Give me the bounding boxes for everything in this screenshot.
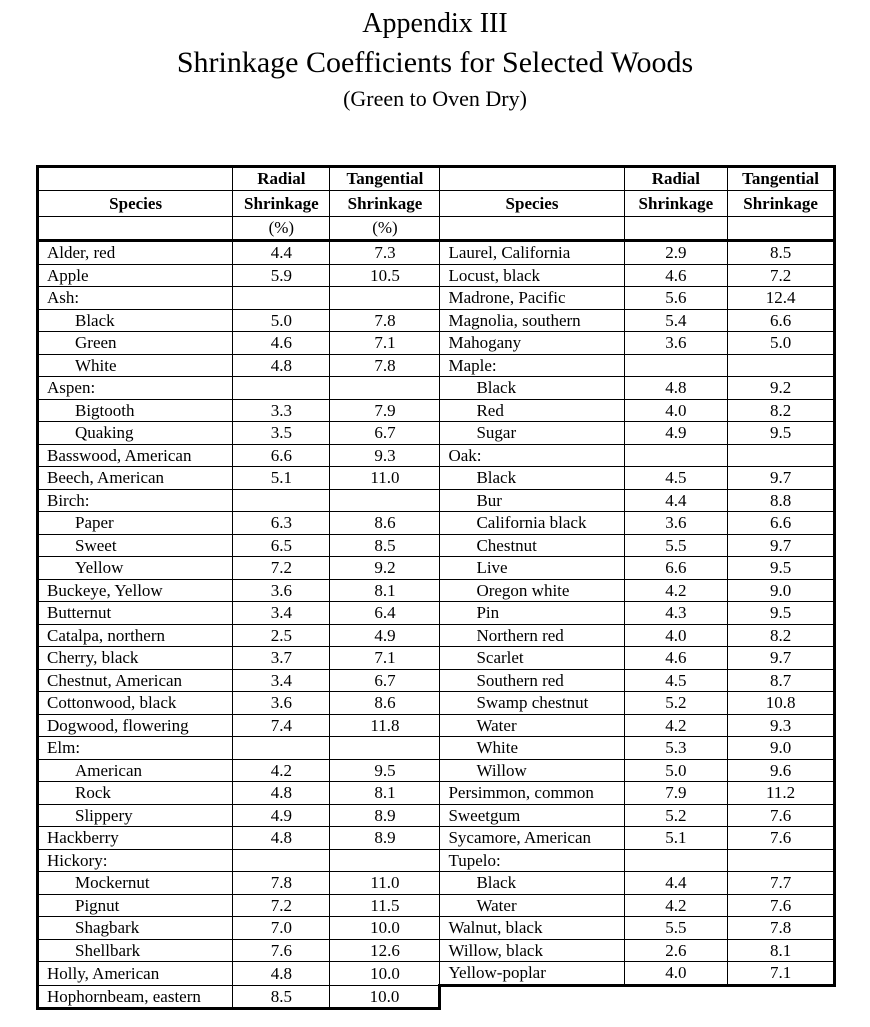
species-cell: Bigtooth	[38, 399, 233, 422]
tangential-value	[728, 849, 835, 872]
radial-value: 5.5	[624, 534, 728, 557]
species-cell: Bur	[440, 489, 624, 512]
species-cell: Sweet	[38, 534, 233, 557]
document-subtitle: (Green to Oven Dry)	[343, 86, 527, 111]
radial-value: 8.5	[233, 985, 330, 1009]
radial-value: 4.8	[233, 962, 330, 986]
header-cell-shrinkage: Shrinkage	[330, 191, 440, 217]
radial-value	[233, 737, 330, 760]
tangential-value: 8.1	[330, 782, 440, 805]
tangential-value: 4.9	[330, 624, 440, 647]
species-cell: Dogwood, flowering	[38, 714, 233, 737]
species-cell: Cherry, black	[38, 647, 233, 670]
tangential-value: 9.7	[728, 647, 835, 670]
species-cell: Cottonwood, black	[38, 692, 233, 715]
species-cell: Northern red	[440, 624, 624, 647]
table-row	[38, 962, 835, 986]
tangential-value: 9.2	[330, 557, 440, 580]
radial-value: 3.4	[233, 602, 330, 625]
tangential-value	[330, 287, 440, 310]
header-cell-radial: Radial	[233, 167, 330, 191]
species-cell: Tupelo:	[440, 849, 624, 872]
radial-value: 4.0	[624, 399, 728, 422]
species-cell: Hickory:	[38, 849, 233, 872]
radial-value: 6.3	[233, 512, 330, 535]
table-row	[38, 894, 835, 917]
table-row	[38, 692, 835, 715]
tangential-value: 7.7	[728, 872, 835, 895]
document-title: Shrinkage Coefficients for Selected Woods	[176, 46, 694, 79]
radial-value	[233, 849, 330, 872]
radial-value: 3.6	[233, 579, 330, 602]
table-header	[38, 167, 835, 241]
radial-value: 5.2	[624, 692, 728, 715]
table-row	[38, 827, 835, 850]
radial-value: 7.0	[233, 917, 330, 940]
radial-value: 3.6	[624, 332, 728, 355]
tangential-value: 9.5	[728, 422, 835, 445]
tangential-value: 10.0	[330, 917, 440, 940]
radial-value: 4.0	[624, 624, 728, 647]
tangential-value: 10.8	[728, 692, 835, 715]
header-row	[38, 191, 835, 217]
header-cell	[38, 217, 233, 241]
radial-value: 5.0	[624, 759, 728, 782]
table-body	[38, 241, 835, 1009]
species-cell: Black	[440, 872, 624, 895]
tangential-value: 9.5	[330, 759, 440, 782]
tangential-value: 9.5	[728, 602, 835, 625]
tangential-value: 8.6	[330, 692, 440, 715]
table-row	[38, 512, 835, 535]
header-cell-percent: (%)	[330, 217, 440, 241]
radial-value	[233, 489, 330, 512]
header-row-units	[38, 217, 835, 241]
table-row	[38, 759, 835, 782]
radial-value: 6.6	[624, 557, 728, 580]
radial-value	[233, 287, 330, 310]
radial-value: 7.9	[624, 782, 728, 805]
tangential-value: 11.0	[330, 467, 440, 490]
tangential-value: 6.6	[728, 512, 835, 535]
radial-value: 5.4	[624, 309, 728, 332]
header-cell-radial: Radial	[624, 167, 728, 191]
radial-value	[624, 354, 728, 377]
table-row	[38, 332, 835, 355]
title-block	[0, 6, 870, 114]
tangential-value: 6.6	[728, 309, 835, 332]
table-row	[38, 377, 835, 400]
header-cell-shrinkage: Shrinkage	[728, 191, 835, 217]
radial-value: 2.9	[624, 241, 728, 265]
radial-value: 4.6	[624, 264, 728, 287]
species-cell: Basswood, American	[38, 444, 233, 467]
radial-value: 2.6	[624, 939, 728, 962]
tangential-value: 8.9	[330, 804, 440, 827]
radial-value: 4.9	[624, 422, 728, 445]
radial-value: 5.5	[624, 917, 728, 940]
radial-value: 7.4	[233, 714, 330, 737]
species-cell: Magnolia, southern	[440, 309, 624, 332]
table-row	[38, 422, 835, 445]
radial-value: 4.0	[624, 962, 728, 986]
species-cell: Mockernut	[38, 872, 233, 895]
radial-value	[233, 377, 330, 400]
species-cell: Yellow	[38, 557, 233, 580]
table-row	[38, 354, 835, 377]
table-row	[38, 489, 835, 512]
species-cell: Willow, black	[440, 939, 624, 962]
radial-value: 5.2	[624, 804, 728, 827]
species-cell: Elm:	[38, 737, 233, 760]
species-cell: White	[38, 354, 233, 377]
tangential-value: 9.3	[728, 714, 835, 737]
species-cell: Ash:	[38, 287, 233, 310]
table-row	[38, 624, 835, 647]
table-row	[38, 579, 835, 602]
radial-value: 4.8	[233, 782, 330, 805]
species-cell: Green	[38, 332, 233, 355]
tangential-value: 7.6	[728, 804, 835, 827]
tangential-value: 8.5	[728, 241, 835, 265]
header-cell-shrinkage: Shrinkage	[624, 191, 728, 217]
radial-value: 7.2	[233, 894, 330, 917]
species-cell: Sweetgum	[440, 804, 624, 827]
tangential-value: 7.1	[330, 332, 440, 355]
radial-value: 2.5	[233, 624, 330, 647]
table-row	[38, 309, 835, 332]
tangential-value: 7.8	[728, 917, 835, 940]
species-cell: Mahogany	[440, 332, 624, 355]
radial-value: 5.6	[624, 287, 728, 310]
tangential-value: 11.0	[330, 872, 440, 895]
species-cell: Oak:	[440, 444, 624, 467]
radial-value: 3.6	[624, 512, 728, 535]
tangential-value: 12.6	[330, 939, 440, 962]
species-cell: Oregon white	[440, 579, 624, 602]
species-cell: Willow	[440, 759, 624, 782]
header-cell-tangential: Tangential	[728, 167, 835, 191]
species-cell: Aspen:	[38, 377, 233, 400]
tangential-value: 8.2	[728, 624, 835, 647]
table-row	[38, 804, 835, 827]
species-cell: Pin	[440, 602, 624, 625]
tangential-value: 9.7	[728, 467, 835, 490]
table-row	[38, 557, 835, 580]
radial-value: 4.8	[233, 827, 330, 850]
tangential-value: 7.8	[330, 354, 440, 377]
header-cell	[624, 217, 728, 241]
tangential-value: 6.4	[330, 602, 440, 625]
species-cell: Locust, black	[440, 264, 624, 287]
tangential-value: 9.0	[728, 737, 835, 760]
header-cell-tangential: Tangential	[330, 167, 440, 191]
species-cell: Laurel, California	[440, 241, 624, 265]
table-row	[38, 782, 835, 805]
tangential-value: 6.7	[330, 422, 440, 445]
radial-value: 4.9	[233, 804, 330, 827]
radial-value: 5.1	[233, 467, 330, 490]
species-cell: Persimmon, common	[440, 782, 624, 805]
species-cell: Pignut	[38, 894, 233, 917]
tangential-value: 9.3	[330, 444, 440, 467]
table-row	[38, 444, 835, 467]
tangential-value: 11.5	[330, 894, 440, 917]
tangential-value: 5.0	[728, 332, 835, 355]
tangential-value: 7.6	[728, 894, 835, 917]
radial-value: 4.2	[624, 714, 728, 737]
species-cell: Catalpa, northern	[38, 624, 233, 647]
radial-value: 7.6	[233, 939, 330, 962]
header-cell-shrinkage: Shrinkage	[233, 191, 330, 217]
tangential-value	[330, 489, 440, 512]
tangential-value: 9.0	[728, 579, 835, 602]
tangential-value: 7.8	[330, 309, 440, 332]
species-cell: Red	[440, 399, 624, 422]
header-cell	[440, 167, 624, 191]
species-cell: Shellbark	[38, 939, 233, 962]
radial-value: 4.2	[624, 579, 728, 602]
species-cell: Southern red	[440, 669, 624, 692]
species-cell: Birch:	[38, 489, 233, 512]
tangential-value	[330, 377, 440, 400]
table-row	[38, 241, 835, 265]
tangential-value: 8.9	[330, 827, 440, 850]
species-cell: Quaking	[38, 422, 233, 445]
tangential-value	[728, 444, 835, 467]
tangential-value: 8.2	[728, 399, 835, 422]
table-row	[38, 647, 835, 670]
species-cell: Sycamore, American	[440, 827, 624, 850]
radial-value: 4.4	[624, 872, 728, 895]
tangential-value: 7.1	[728, 962, 835, 986]
species-cell: Buckeye, Yellow	[38, 579, 233, 602]
header-cell-percent: (%)	[233, 217, 330, 241]
table-row	[38, 669, 835, 692]
species-cell: Black	[440, 377, 624, 400]
species-cell: Water	[440, 894, 624, 917]
tangential-value: 9.7	[728, 534, 835, 557]
tangential-value	[728, 354, 835, 377]
species-cell: Chestnut, American	[38, 669, 233, 692]
tangential-value: 11.2	[728, 782, 835, 805]
tangential-value: 8.1	[330, 579, 440, 602]
radial-value: 3.7	[233, 647, 330, 670]
species-cell: Swamp chestnut	[440, 692, 624, 715]
species-cell: Shagbark	[38, 917, 233, 940]
tangential-value: 8.7	[728, 669, 835, 692]
empty-cell	[440, 985, 624, 1009]
header-cell	[728, 217, 835, 241]
tangential-value: 6.7	[330, 669, 440, 692]
tangential-value: 12.4	[728, 287, 835, 310]
species-cell: Alder, red	[38, 241, 233, 265]
tangential-value: 7.1	[330, 647, 440, 670]
species-cell: Hophornbeam, eastern	[38, 985, 233, 1009]
radial-value: 5.1	[624, 827, 728, 850]
tangential-value: 7.6	[728, 827, 835, 850]
radial-value: 5.3	[624, 737, 728, 760]
tangential-value: 8.5	[330, 534, 440, 557]
tangential-value: 9.6	[728, 759, 835, 782]
shrinkage-table	[36, 165, 836, 1010]
radial-value: 4.8	[624, 377, 728, 400]
header-cell-species: Species	[38, 191, 233, 217]
table-row	[38, 985, 835, 1009]
radial-value: 4.4	[624, 489, 728, 512]
empty-cell	[624, 985, 728, 1009]
species-cell: Black	[440, 467, 624, 490]
radial-value	[624, 444, 728, 467]
tangential-value: 7.9	[330, 399, 440, 422]
species-cell: Slippery	[38, 804, 233, 827]
radial-value: 7.8	[233, 872, 330, 895]
species-cell: White	[440, 737, 624, 760]
radial-value: 6.5	[233, 534, 330, 557]
tangential-value: 11.8	[330, 714, 440, 737]
species-cell: California black	[440, 512, 624, 535]
radial-value: 4.5	[624, 669, 728, 692]
table-row	[38, 602, 835, 625]
species-cell: Black	[38, 309, 233, 332]
table-row	[38, 534, 835, 557]
tangential-value: 10.0	[330, 962, 440, 986]
header-cell	[440, 217, 624, 241]
species-cell: American	[38, 759, 233, 782]
tangential-value	[330, 737, 440, 760]
tangential-value: 10.5	[330, 264, 440, 287]
radial-value: 4.8	[233, 354, 330, 377]
radial-value: 7.2	[233, 557, 330, 580]
tangential-value: 7.2	[728, 264, 835, 287]
radial-value: 5.9	[233, 264, 330, 287]
radial-value: 4.6	[624, 647, 728, 670]
radial-value: 3.4	[233, 669, 330, 692]
species-cell: Apple	[38, 264, 233, 287]
species-cell: Maple:	[440, 354, 624, 377]
tangential-value: 8.8	[728, 489, 835, 512]
radial-value: 4.5	[624, 467, 728, 490]
species-cell: Holly, American	[38, 962, 233, 986]
species-cell: Sugar	[440, 422, 624, 445]
radial-value: 4.3	[624, 602, 728, 625]
species-cell: Butternut	[38, 602, 233, 625]
table-row	[38, 467, 835, 490]
table-row	[38, 849, 835, 872]
header-cell-species: Species	[440, 191, 624, 217]
empty-cell	[728, 985, 835, 1009]
tangential-value: 10.0	[330, 985, 440, 1009]
table-row	[38, 287, 835, 310]
table-row	[38, 737, 835, 760]
species-cell: Water	[440, 714, 624, 737]
radial-value: 5.0	[233, 309, 330, 332]
header-cell	[38, 167, 233, 191]
table-row	[38, 264, 835, 287]
radial-value: 3.5	[233, 422, 330, 445]
tangential-value: 7.3	[330, 241, 440, 265]
tangential-value: 9.5	[728, 557, 835, 580]
species-cell: Rock	[38, 782, 233, 805]
species-cell: Chestnut	[440, 534, 624, 557]
radial-value: 4.2	[624, 894, 728, 917]
table-row	[38, 872, 835, 895]
radial-value: 4.4	[233, 241, 330, 265]
radial-value	[624, 849, 728, 872]
table-row	[38, 917, 835, 940]
tangential-value	[330, 849, 440, 872]
radial-value: 6.6	[233, 444, 330, 467]
tangential-value: 8.6	[330, 512, 440, 535]
radial-value: 3.3	[233, 399, 330, 422]
tangential-value: 9.2	[728, 377, 835, 400]
species-cell: Yellow-poplar	[440, 962, 624, 986]
radial-value: 4.6	[233, 332, 330, 355]
species-cell: Live	[440, 557, 624, 580]
species-cell: Paper	[38, 512, 233, 535]
radial-value: 3.6	[233, 692, 330, 715]
table-row	[38, 714, 835, 737]
table-row	[38, 399, 835, 422]
radial-value: 4.2	[233, 759, 330, 782]
tangential-value: 8.1	[728, 939, 835, 962]
species-cell: Walnut, black	[440, 917, 624, 940]
species-cell: Beech, American	[38, 467, 233, 490]
appendix-title: Appendix III	[362, 8, 508, 39]
table-row	[38, 939, 835, 962]
species-cell: Scarlet	[440, 647, 624, 670]
species-cell: Hackberry	[38, 827, 233, 850]
header-row	[38, 167, 835, 191]
species-cell: Madrone, Pacific	[440, 287, 624, 310]
